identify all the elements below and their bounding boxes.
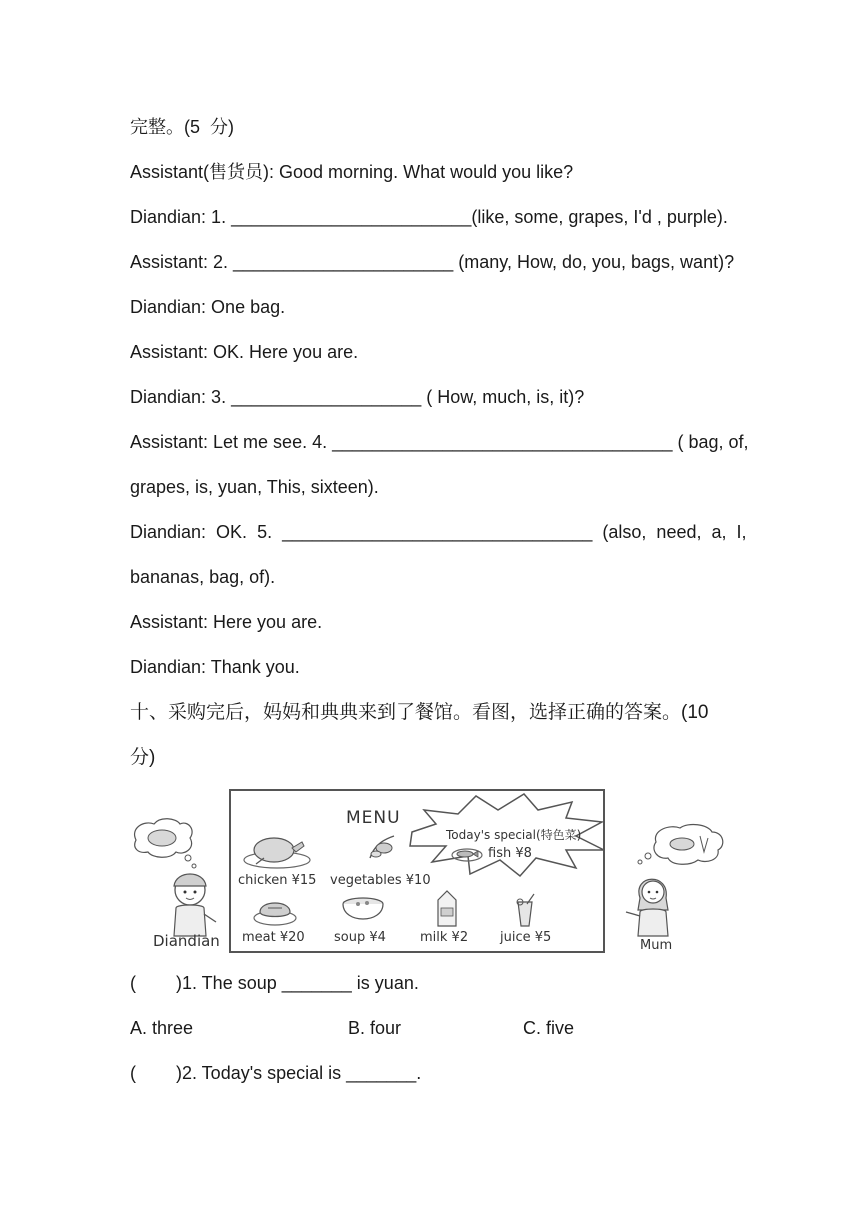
dialogue-line: Diandian: 3. ___________________ ( How, much, is, it)?	[130, 387, 585, 407]
dialogue-line: Diandian: OK. 5. _______________________________ (also, need, a, I,	[130, 522, 747, 542]
menu-item-juice: juice ¥5	[500, 930, 552, 945]
menu-item-vegetables: vegetables ¥10	[330, 873, 431, 888]
question-2: ( )2. Today's special is _______.	[130, 1063, 422, 1083]
menu-item-milk: milk ¥2	[420, 930, 469, 945]
dialogue-line: Assistant: OK. Here you are.	[130, 342, 359, 362]
character-label-mum: Mum	[640, 938, 673, 953]
menu-illustration	[128, 786, 728, 958]
dialogue-line: Assistant: 2. ______________________ (many, How, do, you, bags, want)?	[130, 252, 735, 272]
section-heading: 十、采购完后，妈妈和典典来到了餐馆。看图，选择正确的答案。(10	[130, 702, 709, 723]
menu-title: MENU	[346, 808, 401, 828]
dialogue-line: Assistant: Here you are.	[130, 612, 323, 632]
instruction-tail: 完整。(5 分)	[130, 117, 235, 137]
dialogue-line: Assistant(售货员): Good morning. What would you like?	[130, 162, 574, 182]
special-item: fish ¥8	[488, 846, 532, 861]
menu-item-soup: soup ¥4	[334, 930, 386, 945]
menu-item-meat: meat ¥20	[242, 930, 305, 945]
dialogue-line: bananas, bag, of).	[130, 567, 276, 587]
section-heading-cont: 分)	[130, 747, 156, 768]
fish-dish-icon	[450, 846, 484, 862]
roast-chicken-icon	[242, 830, 312, 870]
thought-bubble-fish-icon	[632, 822, 728, 872]
dialogue-line: Diandian: One bag.	[130, 297, 286, 317]
option-b: B. four	[348, 1018, 402, 1038]
special-label: Today's special(特色菜)	[446, 828, 582, 842]
character-label-diandian: Diandian	[153, 932, 220, 950]
menu-item-chicken: chicken ¥15	[238, 873, 317, 888]
vegetables-icon	[364, 832, 400, 862]
dialogue-line: Diandian: Thank you.	[130, 657, 300, 677]
dialogue-line: grapes, is, yuan, This, sixteen).	[130, 477, 379, 497]
juice-glass-icon	[512, 892, 538, 928]
option-c: C. five	[523, 1018, 575, 1038]
dialogue-line: Diandian: 1. ________________________(like, some, grapes, I'd , purple).	[130, 207, 728, 227]
thought-bubble-chicken-icon	[130, 816, 210, 872]
milk-carton-icon	[434, 888, 460, 928]
question-1: ( )1. The soup _______ is yuan.	[130, 973, 419, 993]
meat-icon	[252, 894, 298, 928]
diandian-boy-icon	[164, 866, 220, 938]
soup-icon	[340, 894, 386, 928]
mum-woman-icon	[622, 868, 682, 938]
dialogue-line: Assistant: Let me see. 4. __________________________________ ( bag, of,	[130, 432, 749, 452]
option-a: A. three	[130, 1018, 194, 1038]
